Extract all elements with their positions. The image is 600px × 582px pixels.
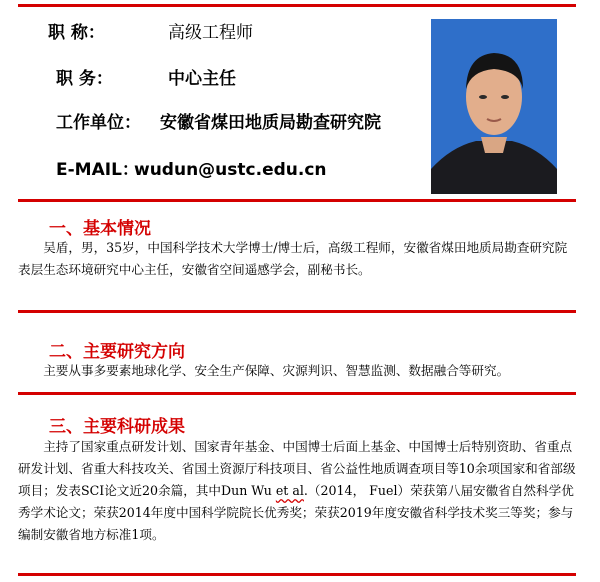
title-row	[48, 18, 253, 43]
position-row	[56, 64, 236, 89]
email-row	[56, 155, 327, 180]
section-heading-research: 二、主要研究方向	[49, 342, 185, 362]
divider-2	[18, 310, 576, 313]
title-value: 高级工程师	[168, 23, 253, 43]
divider-1	[18, 199, 576, 202]
achievements-text-part-1: 主持了国家重点研发计划、国家青年基金、中国博士后面上基金、中国博士后特别资助、省重点研发计划、省重大科技攻关、省国土资源厅科技项目、省公益性地质调查项目等10余项国家和省部级项目；发表SCI论文近20余篇，其中Dun Wu	[18, 439, 576, 498]
profile-photo	[431, 19, 557, 194]
et-al-text: et al	[275, 483, 304, 498]
section-heading-basic: 一、基本情况	[49, 219, 151, 239]
unit-label: 工作单位：	[56, 113, 141, 133]
position-label: 职 务：	[56, 69, 113, 89]
section-text-research: 主要从事多要素地球化学、安全生产保障、灾源判识、智慧监测、数据融合等研究。	[43, 363, 510, 378]
divider-top	[18, 4, 576, 7]
unit-row	[56, 108, 381, 133]
divider-bottom	[18, 573, 576, 576]
section-text-achievements	[18, 436, 578, 546]
unit-value: 安徽省煤田地质局勘查研究院	[160, 113, 381, 133]
achievements-text-part-2: .（2014， Fuel）荣获第八届安徽省自然科学优秀学术论文；荣获2014年度中国科学院院长优秀奖；荣获2019年度安徽省科学技术奖三等奖；参与编制安徽省地方标准1项。	[18, 483, 574, 542]
title-label: 职 称：	[48, 23, 105, 43]
email-link[interactable]: wudun@ustc.edu.cn	[134, 160, 327, 180]
section-heading-achievements: 三、主要科研成果	[49, 417, 185, 437]
position-value: 中心主任	[168, 69, 236, 89]
section-text-basic: 吴盾，男，35岁，中国科学技术大学博士/博士后，高级工程师，安徽省煤田地质局勘查研究院表层生态环境研究中心主任，安徽省空间遥感学会，副秘书长。	[18, 240, 568, 277]
divider-3	[18, 392, 576, 395]
email-label: E-MAIL：	[56, 160, 139, 180]
portrait-image	[431, 19, 557, 194]
